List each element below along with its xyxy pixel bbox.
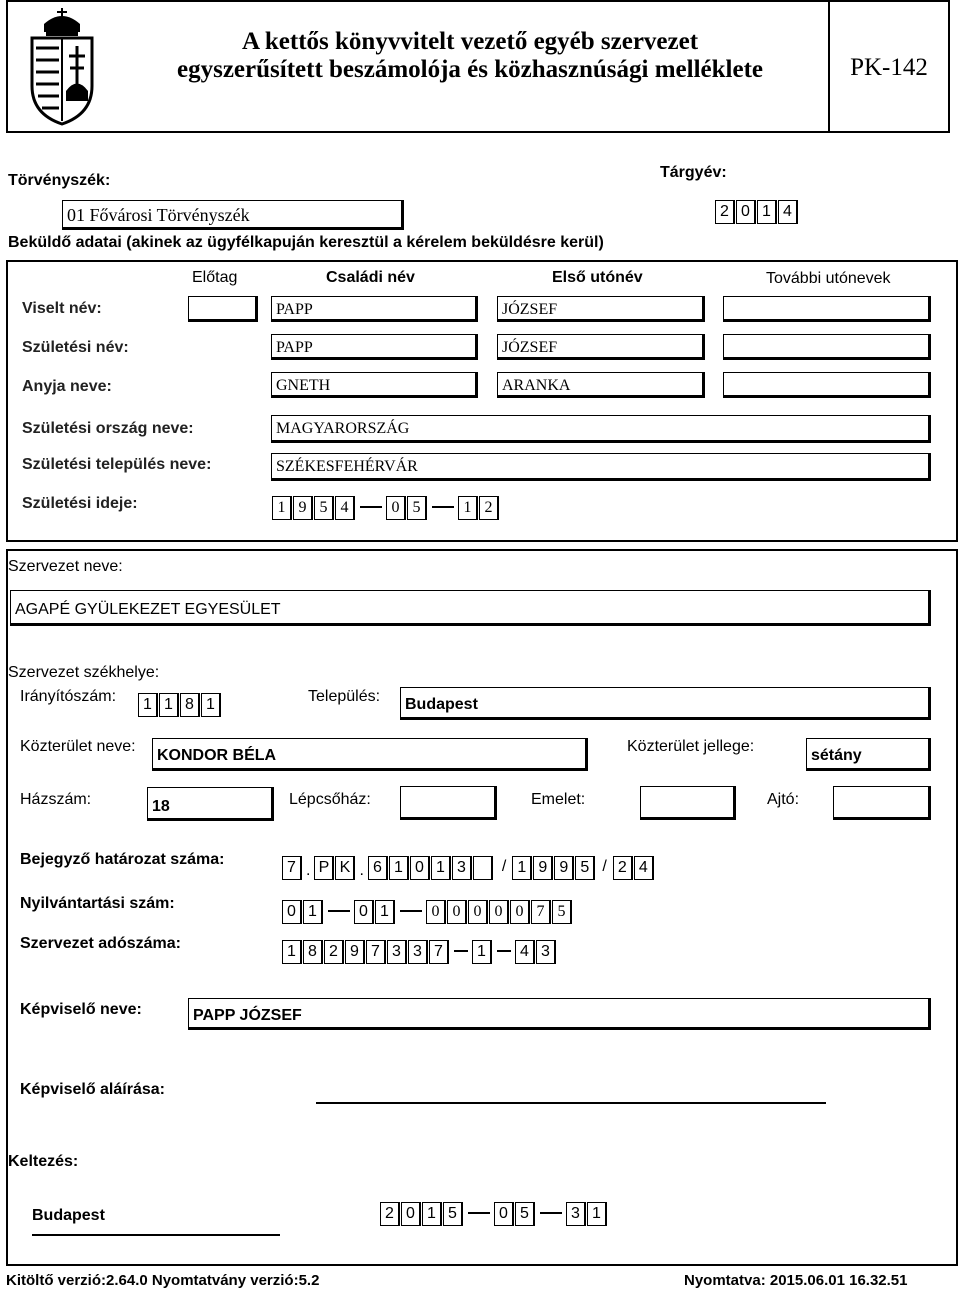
digit-cell[interactable]: 3 xyxy=(566,1202,586,1226)
digit-cell[interactable]: 5 xyxy=(515,1202,535,1226)
decision-part-d[interactable] xyxy=(512,856,596,880)
door-field[interactable] xyxy=(833,786,931,820)
digit-cell[interactable]: 7 xyxy=(282,856,302,880)
digit-cell[interactable]: 1 xyxy=(389,856,409,880)
birth-name-family[interactable]: PAPP xyxy=(271,334,478,360)
house-label: Házszám: xyxy=(20,791,92,808)
house-field[interactable]: 18 xyxy=(147,787,274,821)
digit-cell[interactable]: 6 xyxy=(368,856,388,880)
form-code: PK-142 xyxy=(850,54,928,81)
digit-cell[interactable]: 5 xyxy=(443,1202,463,1226)
birth-month[interactable] xyxy=(386,496,428,520)
birth-city-field[interactable]: SZÉKESFEHÉRVÁR xyxy=(271,453,931,481)
tax-separator xyxy=(497,950,511,952)
tax-part-b[interactable] xyxy=(472,940,493,964)
decision-dot: . xyxy=(306,862,311,879)
col-further: További utónevek xyxy=(766,270,891,287)
digit-cell[interactable]: 1 xyxy=(422,1202,442,1226)
year-digits[interactable] xyxy=(715,200,799,224)
digit-cell[interactable]: 1 xyxy=(458,496,478,520)
representative-name-label: Képviselő neve: xyxy=(20,1001,142,1018)
digit-cell[interactable]: K xyxy=(335,856,355,880)
decision-number[interactable] xyxy=(282,856,655,880)
digit-cell[interactable]: 0 xyxy=(510,900,530,924)
registration-part-b[interactable] xyxy=(354,900,396,924)
registration-separator xyxy=(400,910,422,912)
org-seat-label: Szervezet székhelye: xyxy=(8,664,160,681)
digit-cell[interactable]: 0 xyxy=(426,900,446,924)
mother-name-label: Anyja neve: xyxy=(22,378,112,395)
org-name-field[interactable]: AGAPÉ GYÜLEKEZET EGYESÜLET xyxy=(10,590,931,626)
digit-cell[interactable]: 0 xyxy=(736,200,756,224)
birth-year[interactable] xyxy=(272,496,356,520)
digit-cell[interactable]: 3 xyxy=(387,940,407,964)
zip-digits[interactable] xyxy=(138,693,222,717)
digit-cell[interactable]: 1 xyxy=(512,856,532,880)
digit-cell[interactable]: 8 xyxy=(180,693,200,717)
date-place: Budapest xyxy=(32,1207,105,1224)
stair-label: Lépcsőház: xyxy=(289,791,371,808)
digit-cell[interactable]: 1 xyxy=(587,1202,607,1226)
decision-part-e[interactable] xyxy=(613,856,655,880)
street-label: Közterület neve: xyxy=(20,738,136,755)
signature-line[interactable] xyxy=(316,1102,826,1104)
signature-label: Képviselő aláírása: xyxy=(20,1081,165,1098)
digit-cell[interactable]: 4 xyxy=(515,940,535,964)
decision-part-a[interactable] xyxy=(282,856,303,880)
date-separator xyxy=(432,506,454,508)
digit-cell[interactable]: 0 xyxy=(410,856,430,880)
decision-label: Bejegyző határozat száma: xyxy=(20,851,225,868)
tax-separator xyxy=(454,950,468,952)
digit-cell[interactable]: 0 xyxy=(447,900,467,924)
digit-cell[interactable]: 5 xyxy=(314,496,334,520)
floor-label: Emelet: xyxy=(531,791,586,808)
org-name-label: Szervezet neve: xyxy=(8,558,123,575)
date-label: Keltezés: xyxy=(8,1153,79,1170)
digit-cell[interactable]: P xyxy=(314,856,334,880)
representative-name-field[interactable]: PAPP JÓZSEF xyxy=(188,998,931,1030)
birth-name-further[interactable] xyxy=(723,334,931,360)
decision-part-c[interactable] xyxy=(368,856,494,880)
digit-cell[interactable]: 2 xyxy=(324,940,344,964)
registration-part-a[interactable] xyxy=(282,900,324,924)
digit-cell[interactable]: 9 xyxy=(554,856,574,880)
digit-cell[interactable]: 9 xyxy=(533,856,553,880)
tax-part-c[interactable] xyxy=(515,940,557,964)
digit-cell[interactable]: 3 xyxy=(452,856,472,880)
zip-label: Irányítószám: xyxy=(20,688,117,705)
digit-cell[interactable]: 1 xyxy=(375,900,395,924)
decision-part-b[interactable] xyxy=(314,856,356,880)
issue-day[interactable] xyxy=(566,1202,608,1226)
mother-name-first[interactable]: ARANKA xyxy=(497,372,705,398)
digit-cell[interactable]: 3 xyxy=(536,940,556,964)
mother-name-further[interactable] xyxy=(723,372,931,398)
year-label: Tárgyév: xyxy=(660,164,727,181)
digit-cell[interactable]: 3 xyxy=(408,940,428,964)
digit-cell[interactable]: 5 xyxy=(575,856,595,880)
door-label: Ajtó: xyxy=(767,791,800,808)
date-separator xyxy=(468,1212,490,1214)
col-prefix: Előtag xyxy=(192,269,238,286)
digit-cell[interactable]: 8 xyxy=(303,940,323,964)
digit-cell[interactable]: 1 xyxy=(303,900,323,924)
digit-cell[interactable]: 0 xyxy=(401,1202,421,1226)
col-first: Első utónév xyxy=(552,269,643,286)
issue-month[interactable] xyxy=(494,1202,536,1226)
digit-cell[interactable]: 0 xyxy=(354,900,374,924)
stair-field[interactable] xyxy=(400,786,497,820)
worn-name-label: Viselt név: xyxy=(22,300,102,317)
digit-cell[interactable]: 7 xyxy=(429,940,449,964)
digit-cell[interactable] xyxy=(473,856,493,880)
digit-cell[interactable]: 2 xyxy=(479,496,499,520)
digit-cell[interactable]: 4 xyxy=(335,496,355,520)
digit-cell[interactable]: 9 xyxy=(345,940,365,964)
digit-cell[interactable]: 1 xyxy=(272,496,292,520)
digit-cell[interactable]: 1 xyxy=(282,940,302,964)
registration-number[interactable] xyxy=(282,900,573,924)
sender-title: Beküldő adatai (akinek az ügyfélkapuján keresztül a kérelem beküldésre kerül) xyxy=(8,234,604,251)
digit-cell[interactable]: 9 xyxy=(293,496,313,520)
digit-cell[interactable]: 7 xyxy=(366,940,386,964)
digit-cell[interactable]: 1 xyxy=(201,693,221,717)
decision-dot: . xyxy=(359,862,364,879)
coat-of-arms-icon xyxy=(22,6,102,126)
digit-cell[interactable]: 7 xyxy=(531,900,551,924)
col-family: Családi név xyxy=(326,269,415,286)
birth-country-field[interactable]: MAGYARORSZÁG xyxy=(271,415,931,443)
mother-name-family[interactable]: GNETH xyxy=(271,372,478,398)
date-place-line xyxy=(32,1234,280,1236)
birth-country-label: Születési ország neve: xyxy=(22,420,194,437)
worn-name-prefix[interactable] xyxy=(188,296,258,322)
worn-name-first[interactable]: JÓZSEF xyxy=(497,296,705,322)
digit-cell[interactable]: 4 xyxy=(778,200,798,224)
digit-cell[interactable]: 0 xyxy=(282,900,302,924)
digit-cell[interactable]: 0 xyxy=(386,496,406,520)
decision-slash: / xyxy=(602,858,607,875)
birth-date-label: Születési ideje: xyxy=(22,495,138,512)
digit-cell[interactable]: 2 xyxy=(380,1202,400,1226)
street-type-field[interactable]: sétány xyxy=(806,738,931,771)
street-type-label: Közterület jellege: xyxy=(627,738,755,755)
footer-printed: Nyomtatva: 2015.06.01 16.32.51 xyxy=(684,1272,908,1289)
court-label: Törvényszék: xyxy=(8,172,111,189)
digit-cell[interactable]: 1 xyxy=(159,693,179,717)
digit-cell[interactable]: 1 xyxy=(757,200,777,224)
date-separator xyxy=(360,506,382,508)
digit-cell[interactable]: 1 xyxy=(472,940,492,964)
floor-field[interactable] xyxy=(640,786,736,820)
birth-city-label: Születési település neve: xyxy=(22,456,212,473)
digit-cell[interactable]: 0 xyxy=(489,900,509,924)
registration-label: Nyilvántartási szám: xyxy=(20,895,175,912)
street-field[interactable]: KONDOR BÉLA xyxy=(152,738,588,771)
digit-cell[interactable]: 1 xyxy=(138,693,158,717)
digit-cell[interactable]: 2 xyxy=(613,856,633,880)
birth-date[interactable] xyxy=(272,496,500,520)
form-title xyxy=(120,28,820,84)
issue-date[interactable] xyxy=(380,1202,608,1226)
tax-part-a[interactable] xyxy=(282,940,450,964)
issue-year[interactable] xyxy=(380,1202,464,1226)
footer-version: Kitöltő verzió:2.64.0 Nyomtatvány verzió:5.2 xyxy=(6,1272,320,1289)
digit-cell[interactable]: 5 xyxy=(552,900,572,924)
digit-cell[interactable]: 2 xyxy=(715,200,735,224)
worn-name-further[interactable] xyxy=(723,296,931,322)
court-field[interactable]: 01 Fővárosi Törvényszék xyxy=(62,200,404,230)
registration-separator xyxy=(328,910,350,912)
registration-part-c[interactable] xyxy=(426,900,573,924)
decision-slash: / xyxy=(501,858,507,875)
form-title-line1: A kettős könyvvitelt vezető egyéb szervezet xyxy=(241,28,699,55)
worn-name-family[interactable]: PAPP xyxy=(271,296,478,322)
city-field[interactable]: Budapest xyxy=(400,687,931,720)
digit-cell[interactable]: 5 xyxy=(407,496,427,520)
birth-name-first[interactable]: JÓZSEF xyxy=(497,334,705,360)
city-label: Település: xyxy=(308,688,381,705)
form-title-line2: egyszerűsített beszámolója és közhasznúsági melléklete xyxy=(177,56,763,83)
birth-name-label: Születési név: xyxy=(22,339,129,356)
digit-cell[interactable]: 1 xyxy=(431,856,451,880)
digit-cell[interactable]: 0 xyxy=(494,1202,514,1226)
digit-cell[interactable]: 4 xyxy=(634,856,654,880)
birth-day[interactable] xyxy=(458,496,500,520)
digit-cell[interactable]: 0 xyxy=(468,900,488,924)
tax-number[interactable] xyxy=(282,940,557,964)
date-separator xyxy=(540,1212,562,1214)
tax-number-label: Szervezet adószáma: xyxy=(20,935,181,952)
